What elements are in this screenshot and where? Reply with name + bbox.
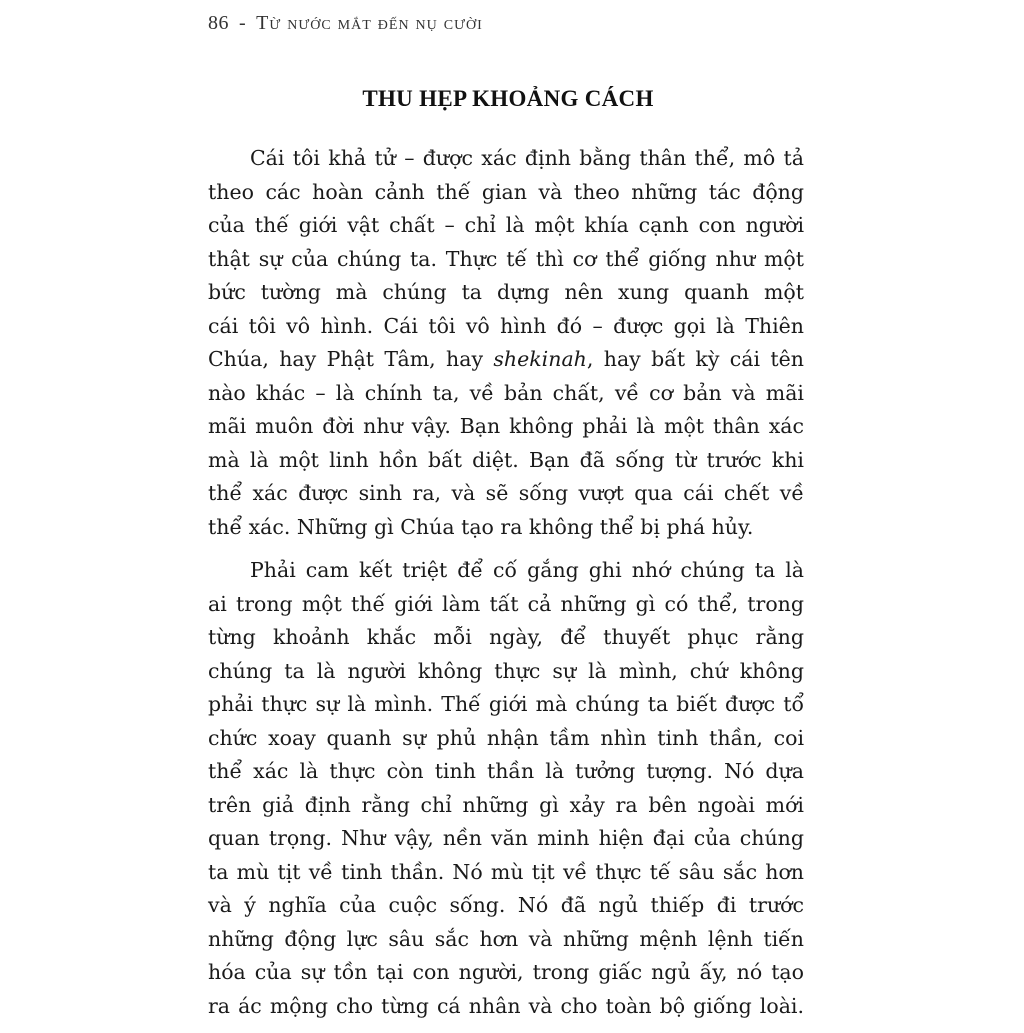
- text-line: của thế giới vật chất – chỉ là một khía cạnh con người: [208, 213, 804, 237]
- text-line: chức xoay quanh sự phủ nhận tầm nhìn tinh thần, coi: [208, 725, 804, 750]
- text-line: chúng ta là người không thực sự là mình, chứ không: [208, 658, 804, 683]
- body-text: [208, 142, 804, 1033]
- text-fragment: , hay bất kỳ cái tên: [586, 347, 804, 371]
- text-line: bức tường mà chúng ta dựng nên xung quanh một: [208, 280, 804, 304]
- text-line: nào khác – là chính ta, về bản chất, về cơ bản và mãi: [208, 380, 804, 405]
- text-line: ai trong một thế giới làm tất cả những gì có thể, trong: [208, 591, 804, 616]
- text-line: những động lực sâu sắc hơn và những mệnh lệnh tiến: [208, 926, 804, 951]
- text-line: quan trọng. Như vậy, nền văn minh hiện đại của chúng: [208, 826, 804, 850]
- text-line: thể xác được sinh ra, và sẽ sống vượt qua cái chết về: [208, 481, 804, 505]
- page-number: 86: [208, 12, 229, 34]
- paragraph-2: [208, 554, 804, 1023]
- text-line: ra ác mộng cho từng cá nhân và cho toàn bộ giống loài.: [208, 993, 804, 1018]
- book-title: Từ nước mắt đến nụ cười: [256, 12, 483, 34]
- text-line: Phải cam kết triệt để cố gắng ghi nhớ chúng ta là: [250, 558, 804, 582]
- paragraph-1: [208, 142, 804, 544]
- text-line: mãi muôn đời như vậy. Bạn không phải là một thân xác: [208, 414, 804, 438]
- text-line: thật sự của chúng ta. Thực tế thì cơ thể giống như một: [208, 246, 804, 271]
- chapter-title: THU HẸP KHOẢNG CÁCH: [362, 86, 654, 111]
- text-line: từng khoảnh khắc mỗi ngày, để thuyết phục rằng: [208, 625, 804, 649]
- text-line: thể xác là thực còn tinh thần là tưởng tượng. Nó dựa: [208, 759, 804, 783]
- italic-term: shekinah: [493, 347, 587, 371]
- text-line: phải thực sự là mình. Thế giới mà chúng ta biết được tổ: [208, 692, 804, 716]
- text-line: ta mù tịt về tinh thần. Nó mù tịt về thực tế sâu sắc hơn: [208, 859, 804, 884]
- text-line: và ý nghĩa của cuộc sống. Nó đã ngủ thiếp đi trước: [208, 893, 804, 917]
- text-line: theo các hoàn cảnh thế gian và theo những tác động: [208, 179, 804, 204]
- text-line: mà là một linh hồn bất diệt. Bạn đã sống từ trước khi: [208, 447, 804, 472]
- text-line: thể xác. Những gì Chúa tạo ra không thể bị phá hủy.: [208, 514, 754, 539]
- running-head-separator: -: [239, 12, 247, 34]
- text-line: cái tôi vô hình. Cái tôi vô hình đó – được gọi là Thiên: [208, 313, 804, 338]
- text-line-with-italic: [208, 343, 804, 377]
- text-line: trên giả định rằng chỉ những gì xảy ra bên ngoài mới: [208, 792, 804, 817]
- text-line: hóa của sự tồn tại con người, trong giấc ngủ ấy, nó tạo: [208, 960, 804, 984]
- text-fragment: Chúa, hay Phật Tâm, hay: [208, 347, 494, 371]
- running-head: [208, 12, 483, 35]
- text-line: Cái tôi khả tử – được xác định bằng thân thể, mô tả: [250, 146, 804, 170]
